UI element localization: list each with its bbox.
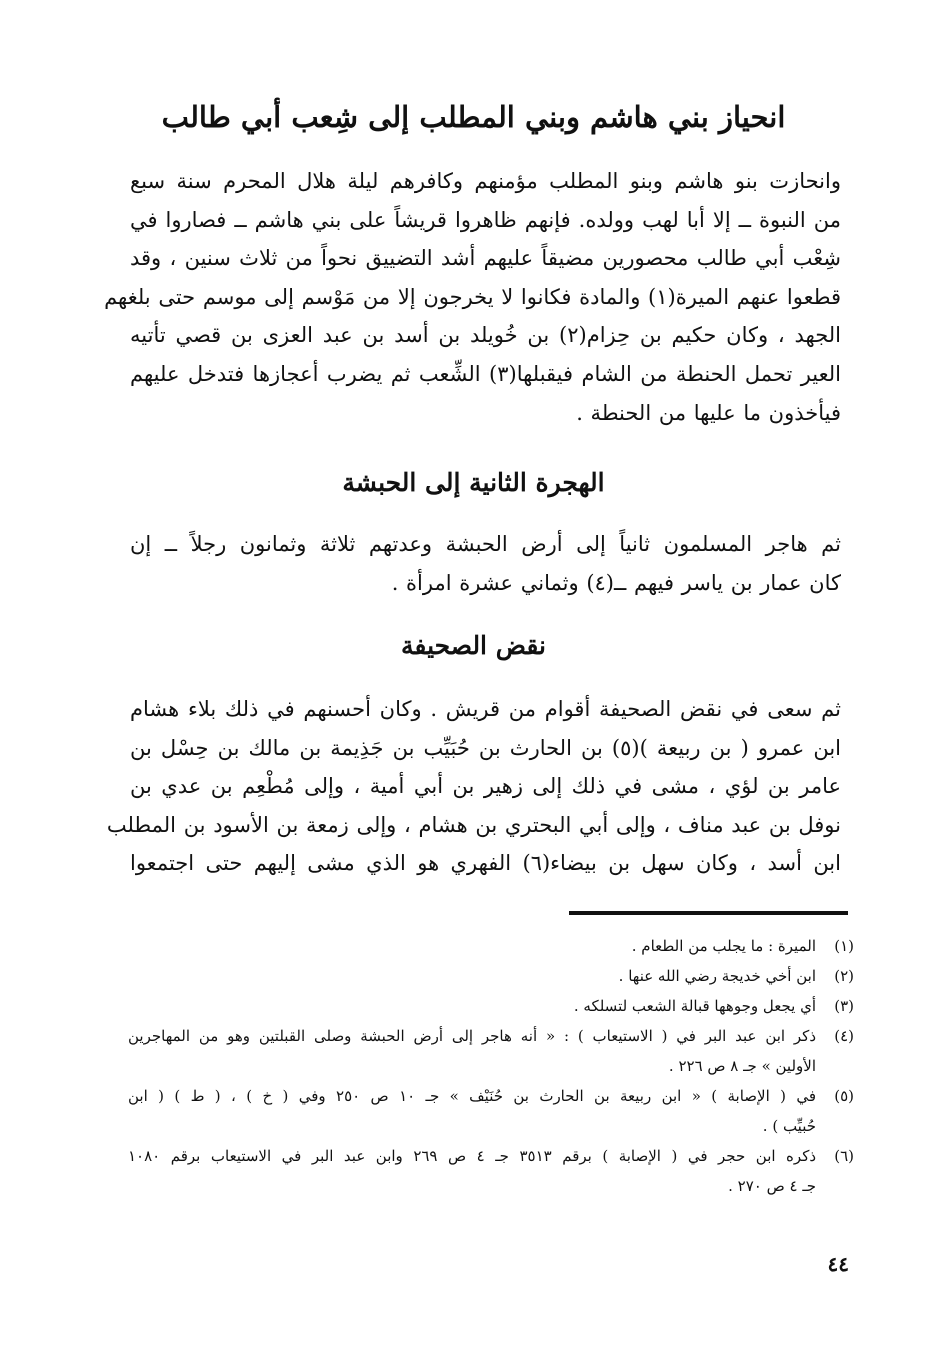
footnote-number: (٢) <box>834 967 854 985</box>
footnote-text: الأولين » جـ ٨ ص ٢٢٦ . <box>668 1057 816 1075</box>
footnote-text: في ( الإصابة ) « ابن ربيعة بن الحارث بن حُنَيْف » جـ ١٠ ص ٢٥٠ وفي ( خ ) ، ( ط ) ( ابن <box>128 1087 816 1105</box>
footnote <box>128 1141 854 1201</box>
text-line: ثم هاجر المسلمون ثانياً إلى أرض الحبشة وعدتهم ثلاثة وثمانون رجلاً ــ إن <box>130 532 841 556</box>
footnote-text: ذكر ابن عبد البر في ( الاستيعاب ) : « أنه هاجر إلى أرض الحبشة وصلى القبلتين وهو من المهاجرين <box>128 1027 816 1045</box>
text-line: فيأخذون ما عليها من الحنطة . <box>576 400 841 425</box>
footnote <box>128 1081 854 1141</box>
text-line: عامر بن لؤي ، مشى في ذلك إلى زهير بن أبي أمية ، وإلى مُطْعِم بن عدي بن <box>130 774 842 799</box>
footnote-separator <box>569 911 848 915</box>
text-line: كان عمار بن ياسر فيهم ــ(٤) وثماني عشرة امرأة . <box>391 570 841 595</box>
footnote <box>128 931 854 961</box>
page-number: ٤٤ <box>827 1252 849 1276</box>
paragraph-1 <box>104 162 841 432</box>
footnote-number: (٦) <box>834 1147 854 1165</box>
footnote <box>128 961 854 991</box>
footnote-number: (٥) <box>834 1087 854 1105</box>
text-line: شِعْب أبي طالب محصورين مضيقاً عليهم أشد التضييق نحواً من ثلاث سنين ، وقد <box>130 246 841 271</box>
footnote <box>128 991 854 1021</box>
text-line: الجهد ، وكان حكيم بن حِزام(٢) بن خُويلد بن أسد بن عبد العزى بن قصي تأتيه <box>130 323 841 348</box>
footnote-text: الميرة : ما يجلب من الطعام . <box>631 937 816 955</box>
text-line: العير تحمل الحنطة من الشام فيقبلها(٣) الشِّعب ثم يضرب أعجازها فتدخل عليهم <box>130 361 841 386</box>
footnote-text: ابن أخي خديجة رضي الله عنها . <box>618 967 816 985</box>
footnote-text: ذكره ابن حجر في ( الإصابة ) برقم ٣٥١٣ جـ ٤ ص ٢٦٩ وابن عبد البر في الاستيعاب برقم ١٠٨٠ <box>128 1147 817 1165</box>
footnote-number: (٣) <box>834 997 854 1015</box>
footnote-text: حُبيِّب ) . <box>762 1117 816 1135</box>
footnote-number: (١) <box>834 937 854 955</box>
text-line: قطعوا عنهم الميرة(١) والمادة فكانوا لا يخرجون إلا من مَوْسم إلى موسم حتى بلغهم <box>104 284 841 309</box>
footnote-text: جـ ٤ ص ٢٧٠ . <box>728 1177 816 1195</box>
text-line: وانحازت بنو هاشم وبنو المطلب مؤمنهم وكافرهم ليلة هلال المحرم سنة سبع <box>130 169 841 193</box>
section-heading-1: انحياز بني هاشم وبني المطلب إلى شِعب أبي طالب <box>161 100 786 134</box>
footnote-text: أي يجعل وجوهها قبالة الشعب لتسلكه . <box>573 997 816 1015</box>
text-line: ثم سعى في نقض الصحيفة أقوام من قريش . وكان أحسنهم في ذلك بلاء هشام <box>130 697 841 721</box>
section-heading-3: نقض الصحيفة <box>401 631 546 660</box>
text-line: نوفل بن عبد مناف ، وإلى أبي البحتري بن هشام ، وإلى زمعة بن الأسود بن المطلب <box>106 812 841 837</box>
footnotes <box>128 931 854 1201</box>
text-line: من النبوة ــ إلا أبا لهب وولده. فإنهم ظاهروا قريشاً على بني هاشم ــ فصاروا في <box>130 207 841 232</box>
paragraph-3 <box>106 690 842 883</box>
footnote <box>128 1021 854 1081</box>
text-line: ابن عمرو ( بن ربيعة )(٥) بن الحارث بن حُبَيِّب بن جَذِيمة بن مالك بن حِسْل بن <box>130 735 842 760</box>
section-heading-2: الهجرة الثانية إلى الحبشة <box>342 468 605 497</box>
footnote-number: (٤) <box>834 1027 854 1045</box>
text-line: ابن أسد ، وكان سهل بن بيضاء(٦) الفهري هو الذي مشى إليهم حتى اجتمعوا <box>130 851 841 876</box>
paragraph-2 <box>130 525 841 602</box>
